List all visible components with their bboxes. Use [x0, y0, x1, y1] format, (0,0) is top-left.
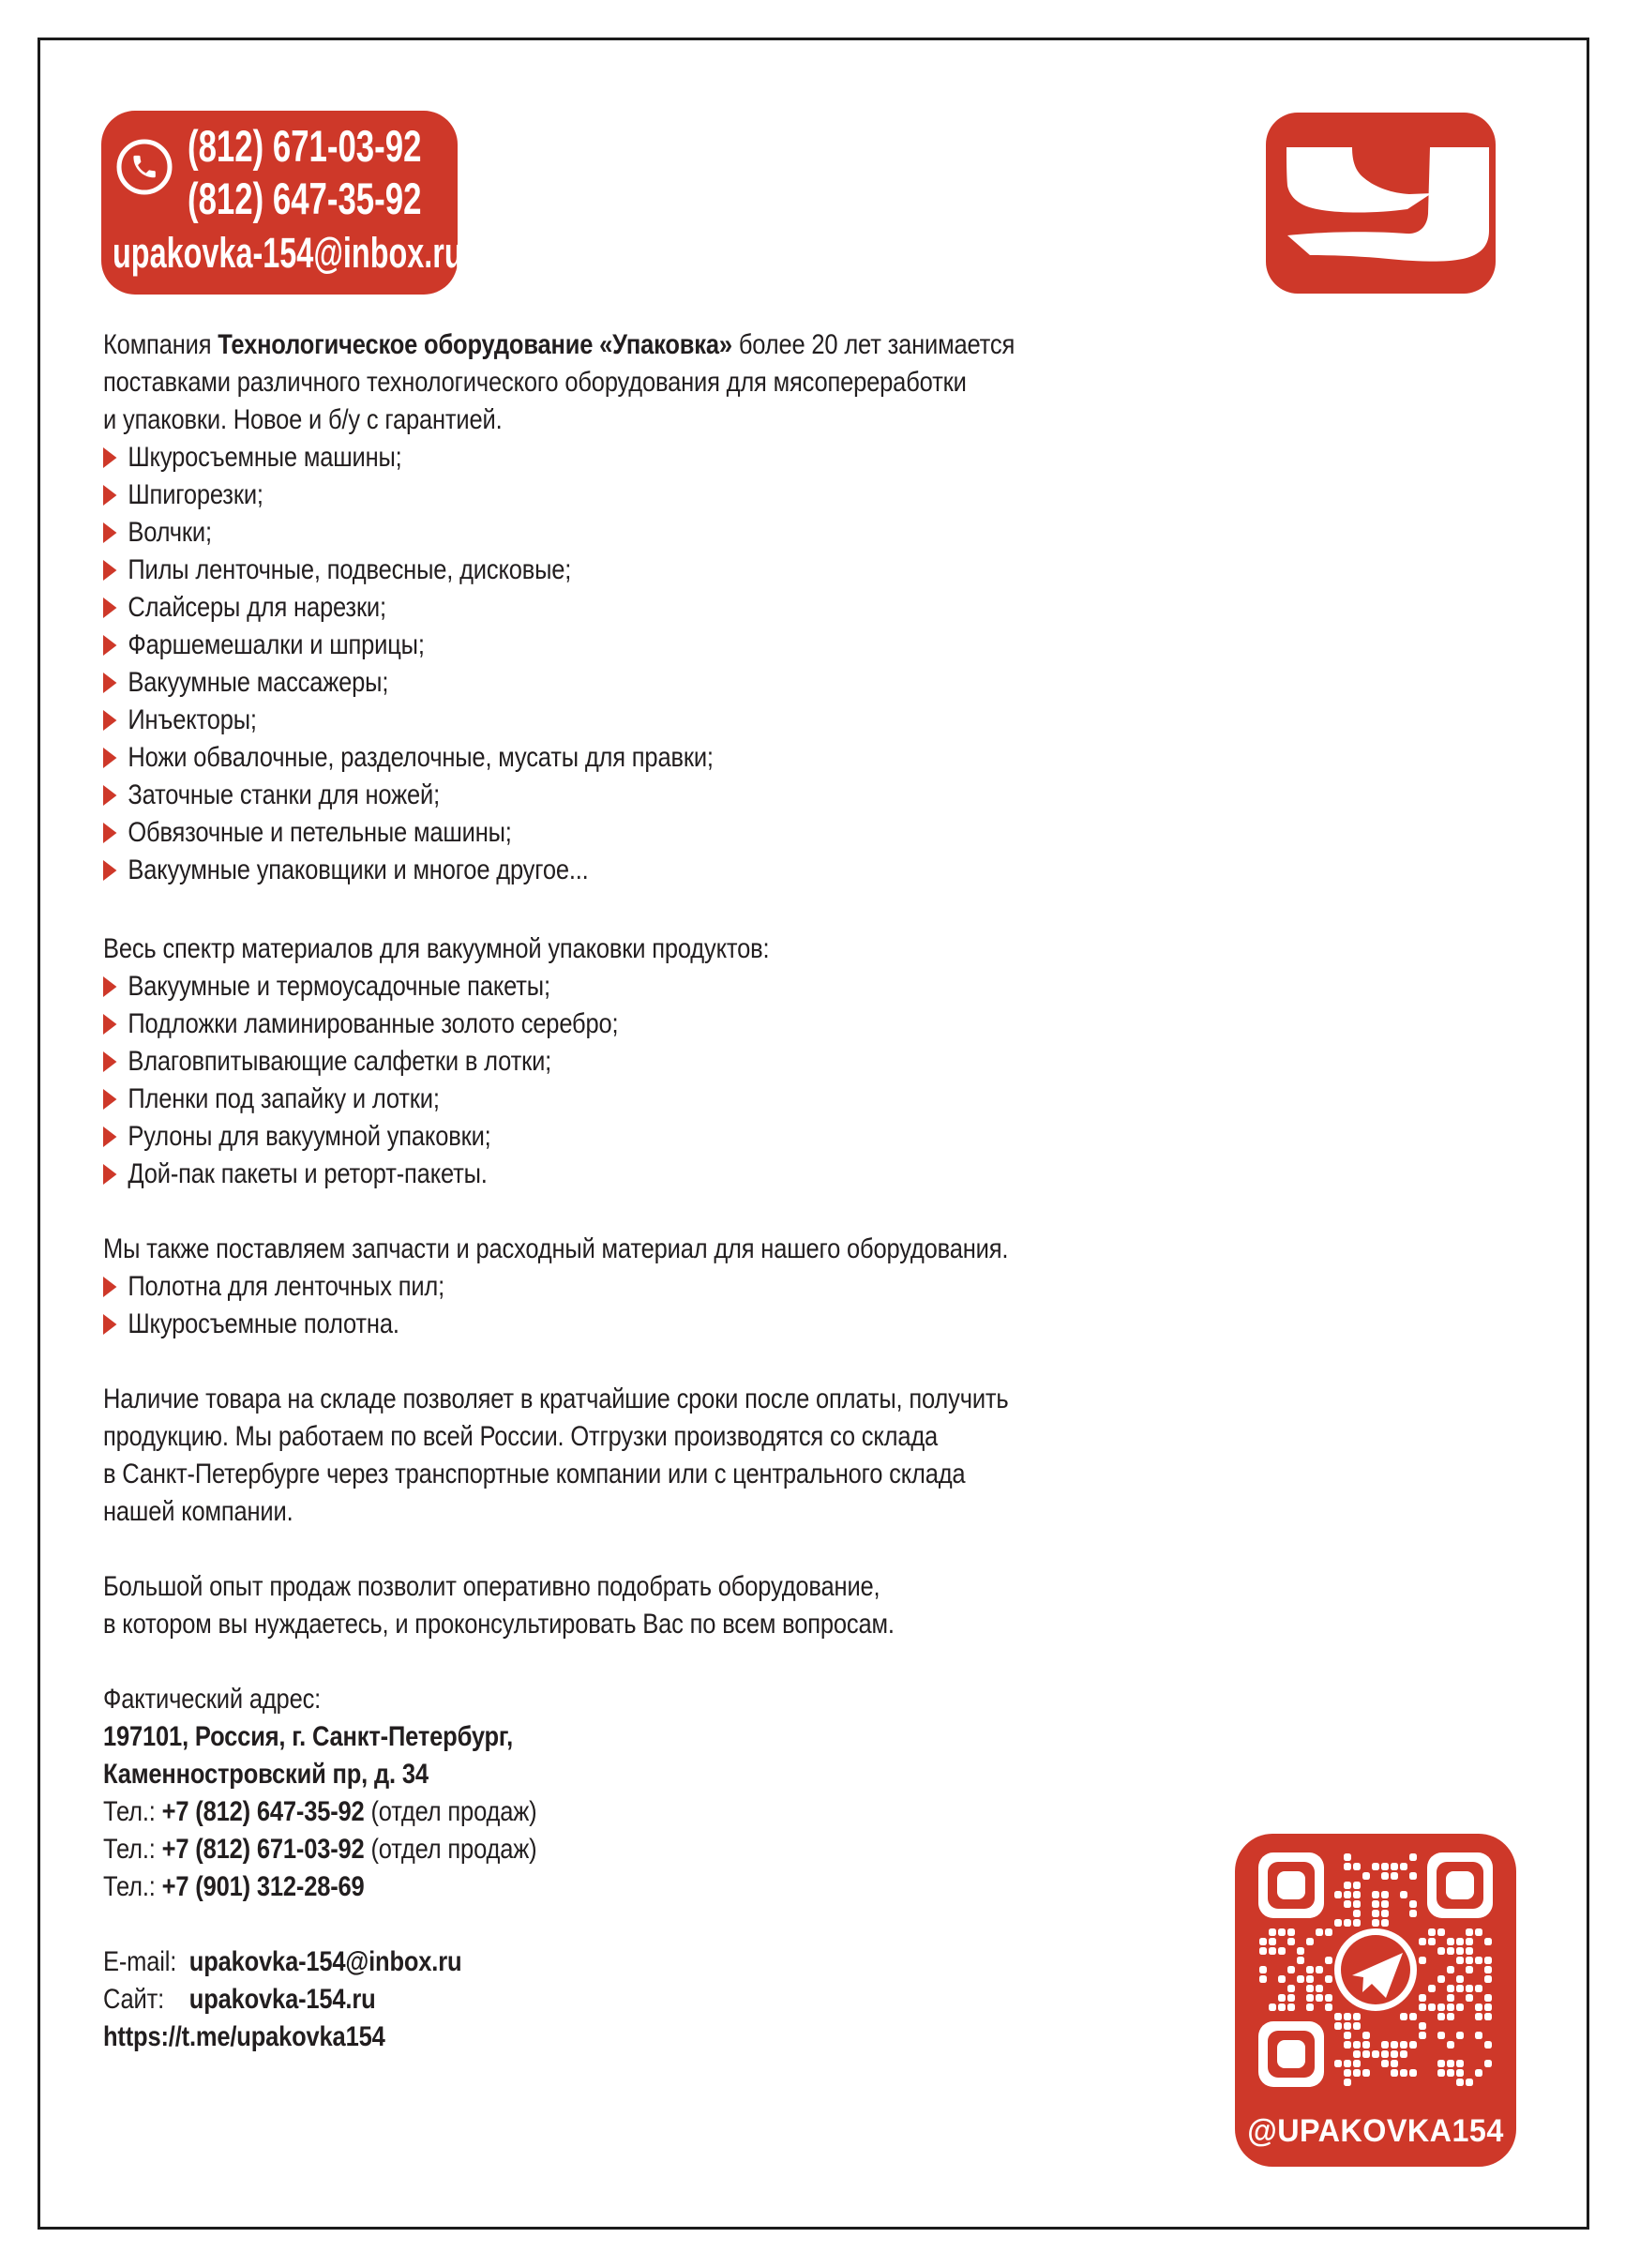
- address-block: [103, 1681, 1139, 1906]
- site-line: [103, 1981, 1139, 2019]
- bullet-triangle-icon: [103, 485, 116, 506]
- bullet-triangle-icon: [103, 710, 116, 731]
- list-item: Вакуумные массажеры;: [103, 664, 1139, 702]
- list-item: Влаговпитывающие салфетки в лотки;: [103, 1043, 1139, 1081]
- bullet-triangle-icon: [103, 860, 116, 881]
- telegram-qr-card: [1235, 1834, 1516, 2167]
- banner-phones: [188, 120, 504, 225]
- email-link[interactable]: upakovka-154@inbox.ru: [188, 1946, 462, 1977]
- list-item: Шпигорезки;: [103, 476, 1139, 514]
- bullet-triangle-icon: [103, 1014, 116, 1035]
- bullet-triangle-icon: [103, 560, 116, 581]
- intro-prefix: Компания: [103, 329, 218, 360]
- bullet-triangle-icon: [103, 1089, 116, 1110]
- phone-number: +7 (812) 671-03-92: [161, 1834, 365, 1865]
- bullet-triangle-icon: [103, 1051, 116, 1072]
- site-label: Сайт:: [103, 1984, 165, 2015]
- list-item: Полотна для ленточных пил;: [103, 1268, 1139, 1306]
- telegram-handle: @UPAKOVKA154: [1247, 2113, 1504, 2149]
- intro-paragraph: [103, 326, 1139, 439]
- list-item: Вакуумные упаковщики и многое другое...: [103, 852, 1139, 889]
- list-item: Вакуумные и термоусадочные пакеты;: [103, 968, 1139, 1005]
- intro-suffix: более 20 лет занимается: [731, 329, 1016, 360]
- phone-number: +7 (901) 312-28-69: [161, 1871, 365, 1902]
- bullet-triangle-icon: [103, 447, 116, 468]
- intro-line: поставками различного технологического оборудования для мясопереработки: [103, 367, 967, 398]
- phone-number: (812) 647-35-92: [188, 174, 422, 223]
- bullet-triangle-icon: [103, 785, 116, 806]
- banner-email: upakovka-154@inbox.ru: [113, 229, 463, 277]
- list-item: Пилы ленточные, подвесные, дисковые;: [103, 552, 1139, 589]
- phone-handset-icon: [114, 137, 174, 197]
- bullet-triangle-icon: [103, 673, 116, 693]
- address-line: 197101, Россия, г. Санкт-Петербург,: [103, 1721, 514, 1752]
- list-item: Волчки;: [103, 514, 1139, 552]
- address-line: Каменностровский пр, д. 34: [103, 1759, 429, 1790]
- email-line: [103, 1943, 1139, 1981]
- bullet-triangle-icon: [103, 823, 116, 843]
- spares-list: [103, 1268, 1139, 1343]
- bullet-triangle-icon: [103, 1277, 116, 1297]
- contact-banner: [101, 111, 463, 295]
- bullet-triangle-icon: [103, 1126, 116, 1147]
- upakovka-logo-icon: [1266, 113, 1496, 294]
- intro-line: и упаковки. Новое и б/у с гарантией.: [103, 404, 503, 435]
- phone-line: Тел.: +7 (812) 647-35-92 (отдел продаж): [103, 1796, 537, 1827]
- list-item: Дой-пак пакеты и реторт-пакеты.: [103, 1156, 1139, 1193]
- list-item: Подложки ламинированные золото серебро;: [103, 1005, 1139, 1043]
- list-item: Шкуросъемные полотна.: [103, 1306, 1139, 1343]
- bullet-triangle-icon: [103, 597, 116, 618]
- stock-paragraph: Наличие товара на складе позволяет в кратчайшие сроки после оплаты, получить продукцию. Мы работаем по всей России. Отгрузки производятся со склада в Санкт-Петербурге через транспортные компании или с центрального склада нашей компании.: [103, 1383, 1009, 1527]
- bullet-triangle-icon: [103, 522, 116, 543]
- materials-heading: Весь спектр материалов для вакуумной упаковки продуктов:: [103, 933, 770, 964]
- site-link[interactable]: upakovka-154.ru: [188, 1984, 376, 2015]
- main-content: [103, 326, 1139, 2056]
- phone-line: Тел.: +7 (901) 312-28-69: [103, 1871, 365, 1902]
- list-item: Слайсеры для нарезки;: [103, 589, 1139, 627]
- address-label: Фактический адрес:: [103, 1684, 322, 1715]
- bullet-triangle-icon: [103, 635, 116, 656]
- company-name: Технологическое оборудование «Упаковка»: [218, 329, 732, 360]
- telegram-link[interactable]: https://t.me/upakovka154: [103, 2021, 385, 2052]
- list-item: Инъекторы;: [103, 702, 1139, 739]
- equipment-list: [103, 439, 1139, 889]
- spares-paragraph: Мы также поставляем запчасти и расходный материал для нашего оборудования.: [103, 1233, 1009, 1264]
- list-item: Фаршемешалки и шприцы;: [103, 627, 1139, 664]
- email-label: E-mail:: [103, 1946, 177, 1977]
- phone-line: Тел.: +7 (812) 671-03-92 (отдел продаж): [103, 1834, 537, 1865]
- qr-code: [1258, 1852, 1493, 2087]
- bullet-triangle-icon: [103, 976, 116, 997]
- bullet-triangle-icon: [103, 1314, 116, 1335]
- list-item: Заточные станки для ножей;: [103, 777, 1139, 814]
- phone-number: +7 (812) 647-35-92: [161, 1796, 365, 1827]
- list-item: Пленки под запайку и лотки;: [103, 1081, 1139, 1118]
- materials-list: [103, 968, 1139, 1193]
- experience-paragraph: Большой опыт продаж позволит оперативно подобрать оборудование, в котором вы нуждаетесь, и проконсультировать Вас по всем вопросам.: [103, 1571, 895, 1640]
- bullet-triangle-icon: [103, 1164, 116, 1185]
- list-item: Ножи обвалочные, разделочные, мусаты для правки;: [103, 739, 1139, 777]
- bullet-triangle-icon: [103, 748, 116, 768]
- list-item: Шкуросъемные машины;: [103, 439, 1139, 476]
- list-item: Обвязочные и петельные машины;: [103, 814, 1139, 852]
- online-block: [103, 1943, 1139, 2056]
- phone-number: (812) 671-03-92: [188, 121, 422, 171]
- list-item: Рулоны для вакуумной упаковки;: [103, 1118, 1139, 1156]
